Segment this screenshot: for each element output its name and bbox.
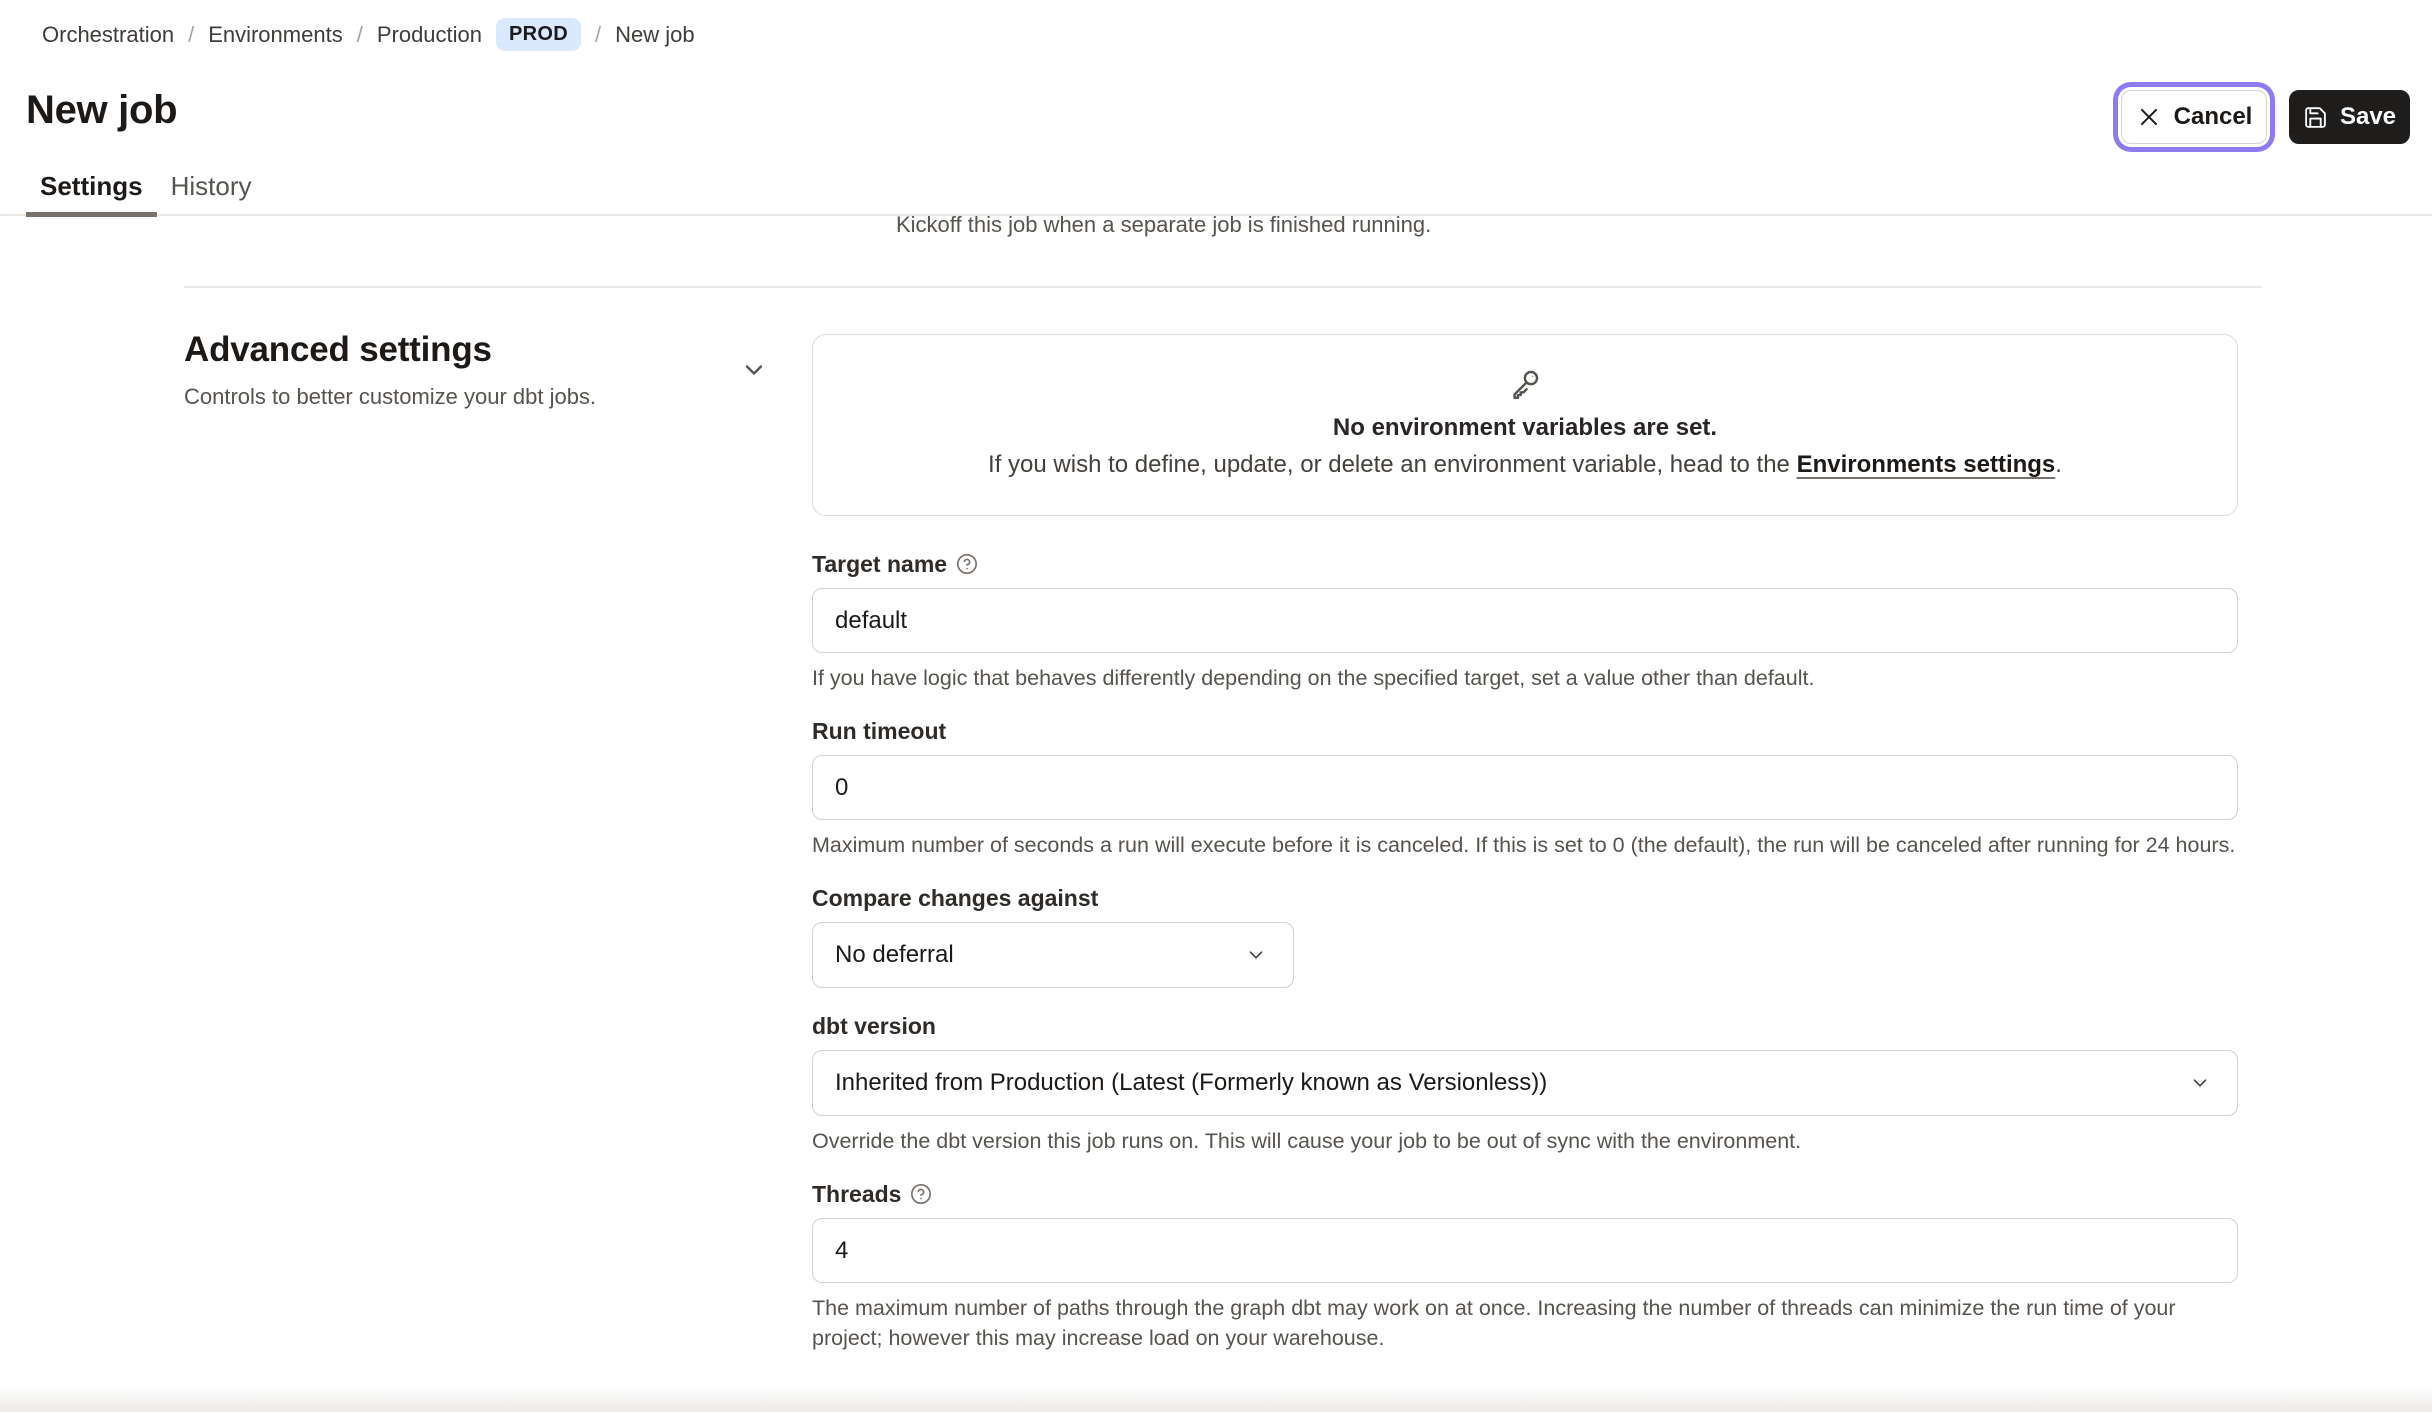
tab-settings[interactable]: Settings [26,170,157,217]
compare-changes-selected-value: No deferral [835,941,954,968]
compare-changes-label-text: Compare changes against [812,885,1099,911]
cancel-button[interactable] [2121,90,2267,144]
breadcrumb-separator: / [188,21,195,47]
compare-changes-field [812,884,2238,988]
run-timeout-help: Maximum number of seconds a run will execute before it is canceled. If this is set to 0 (the default), the run will be canceled after running for 24 hours. [812,833,2236,857]
target-name-help: If you have logic that behaves differently depending on the specified target, set a value other than default. [812,666,1815,690]
run-timeout-label-text: Run timeout [812,718,947,744]
compare-changes-label [812,884,2238,912]
bottom-scroll-fade [0,1386,2432,1412]
env-vars-body-text: If you wish to define, update, or delete an environment variable, head to the [988,451,1797,478]
collapse-section-chevron-down-icon[interactable] [740,356,768,384]
threads-label [812,1180,2238,1208]
chevron-down-icon [1245,944,1267,966]
breadcrumb-separator: / [356,21,363,47]
target-name-input[interactable] [812,588,2238,653]
run-timeout-label [812,717,2238,745]
cancel-button-label: Cancel [2173,103,2253,130]
threads-help: The maximum number of paths through the graph dbt may work on at once. Increasing the number of threads can minimize the run time of your project; however this may increase load on your warehouse. [812,1296,2176,1350]
env-vars-empty-body [813,451,2237,479]
help-circle-icon[interactable] [910,1183,932,1205]
env-vars-empty-panel [812,334,2238,516]
dbt-version-field [812,1012,2238,1156]
breadcrumb-production[interactable]: Production [376,21,483,47]
key-icon [1508,367,1542,401]
tab-bar [26,170,265,217]
run-timeout-field [812,717,2238,860]
dbt-version-label [812,1012,2238,1040]
threads-input[interactable] [812,1218,2238,1283]
breadcrumb [42,18,695,51]
tab-history[interactable]: History [170,171,252,201]
chevron-down-icon [2189,1072,2211,1094]
breadcrumb-environments[interactable]: Environments [208,21,343,47]
breadcrumb-separator: / [595,21,602,47]
advanced-settings-form [812,334,2238,1353]
trigger-description: Kickoff this job when a separate job is finished running. [896,212,1432,237]
environments-settings-link[interactable]: Environments settings [1796,451,2056,478]
prod-environment-badge: PROD [496,18,581,51]
threads-field [812,1180,2238,1353]
section-divider [184,286,2262,288]
advanced-settings-header [184,330,724,410]
target-name-field [812,550,2238,693]
dbt-version-label-text: dbt version [812,1013,936,1039]
advanced-settings-title: Advanced settings [184,330,492,369]
page-title: New job [26,88,178,132]
dbt-version-help: Override the dbt version this job runs on. This will cause your job to be out of sync with the environment. [812,1129,1802,1153]
dbt-version-selected-value: Inherited from Production (Latest (Formerly known as Versionless)) [835,1069,1548,1096]
save-button[interactable] [2289,90,2410,144]
target-name-label [812,550,2238,578]
env-vars-body-period: . [2055,451,2062,478]
save-icon [2303,105,2328,130]
run-timeout-input[interactable] [812,755,2238,820]
breadcrumb-orchestration[interactable]: Orchestration [42,21,175,47]
help-circle-icon[interactable] [956,553,978,575]
target-name-label-text: Target name [812,551,948,577]
advanced-settings-subtitle: Controls to better customize your dbt jobs. [184,384,597,409]
breadcrumb-new-job: New job [615,21,695,47]
env-vars-empty-title: No environment variables are set. [1332,414,1718,441]
threads-label-text: Threads [812,1181,902,1207]
dbt-version-select[interactable] [812,1050,2238,1116]
compare-changes-select[interactable] [812,922,1294,988]
save-button-label: Save [2339,103,2397,130]
close-icon [2136,104,2162,130]
